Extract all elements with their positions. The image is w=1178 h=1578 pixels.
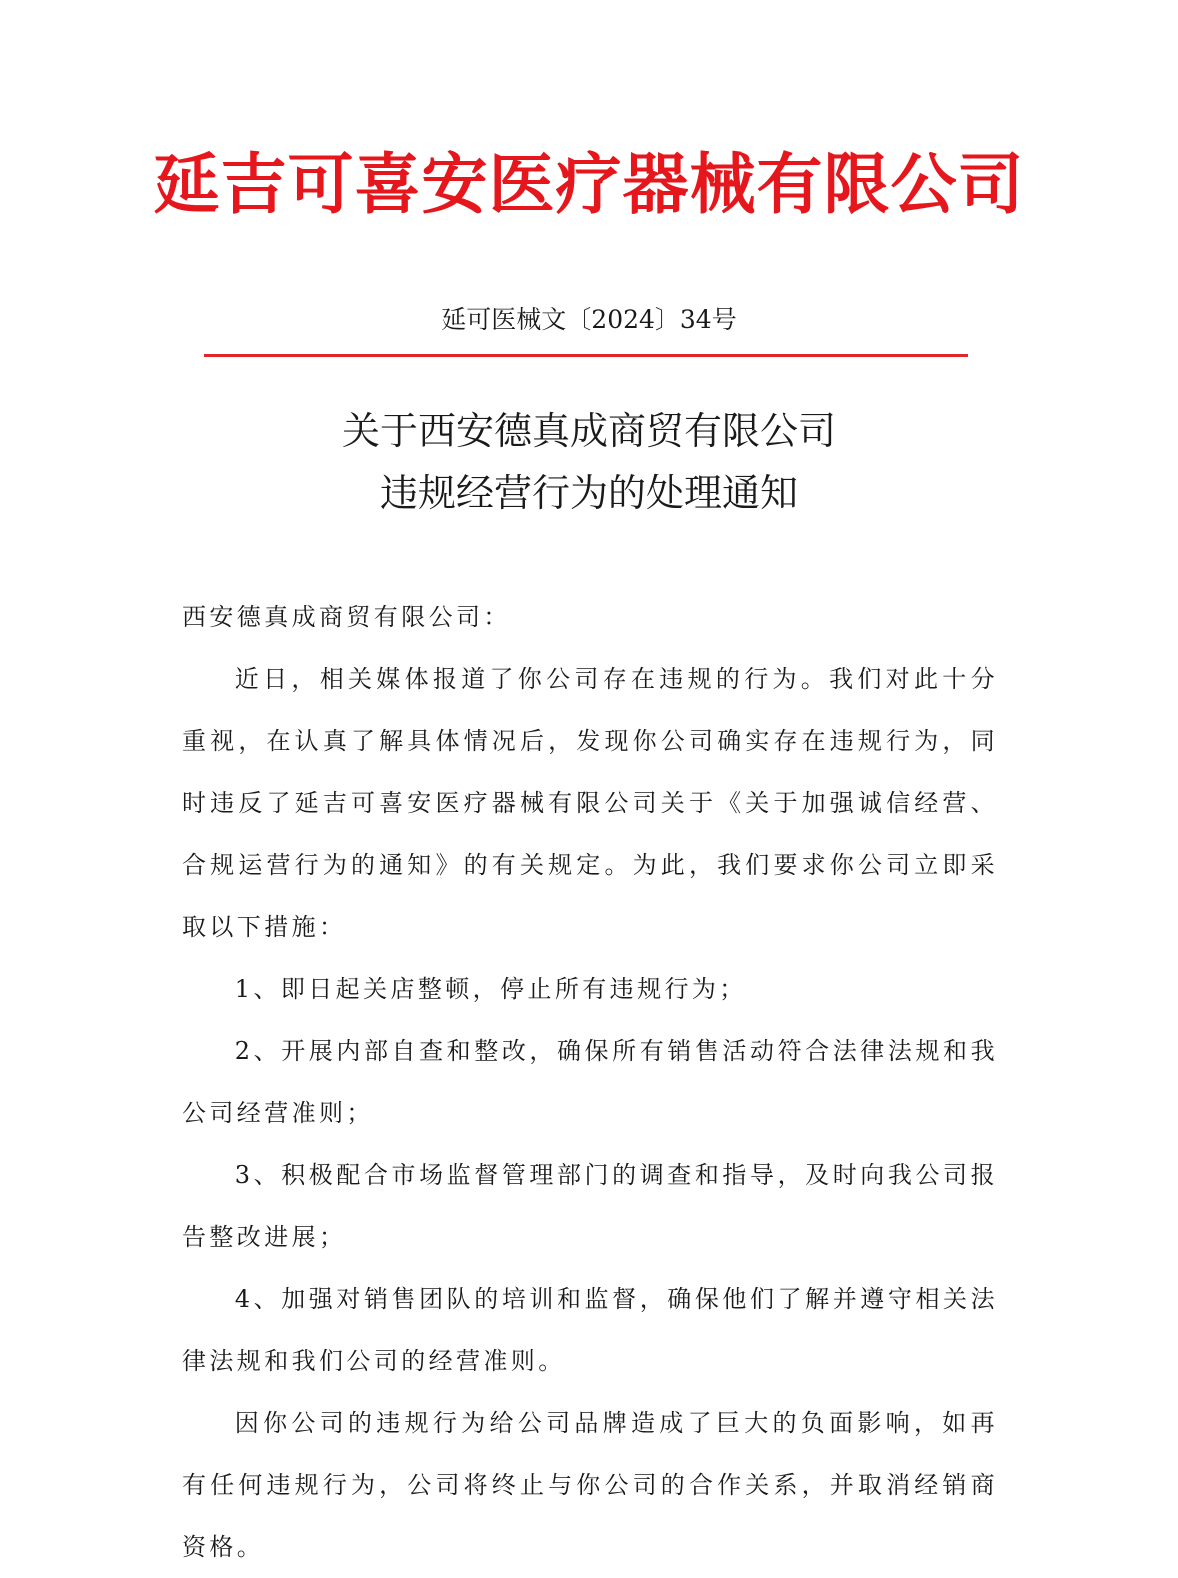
measure-item-4: 4、加强对销售团队的培训和监督，确保他们了解并遵守相关法律法规和我们公司的经营准则。 bbox=[182, 1285, 998, 1375]
notice-title-line-2: 违规经营行为的处理通知 bbox=[379, 471, 798, 515]
letterhead-company-name: 延吉可喜安医疗器械有限公司 bbox=[153, 146, 1025, 223]
measure-item-2: 2、开展内部自查和整改，确保所有销售活动符合法律法规和我公司经营准则； bbox=[182, 1037, 998, 1127]
salutation: 西安德真成商贸有限公司： bbox=[182, 603, 511, 631]
closing-paragraph: 因你公司的违规行为给公司品牌造成了巨大的负面影响，如再有任何违规行为，公司将终止与你公司的合作关系，并取消经销商资格。 bbox=[182, 1409, 998, 1561]
notice-title bbox=[0, 400, 1178, 524]
measure-item-1: 1、即日起关店整顿，停止所有违规行为； bbox=[234, 975, 747, 1003]
notice-title-line-1: 关于西安德真成商贸有限公司 bbox=[341, 409, 836, 453]
red-divider-line bbox=[204, 354, 968, 357]
notice-body bbox=[182, 586, 998, 1578]
intro-paragraph: 近日，相关媒体报道了你公司存在违规的行为。我们对此十分重视，在认真了解具体情况后，发现你公司确实存在违规行为，同时违反了延吉可喜安医疗器械有限公司关于《关于加强诚信经营、合规运营行为的通知》的有关规定。为此，我们要求你公司立即采取以下措施： bbox=[182, 665, 998, 941]
document-number: 延可医械文〔2024〕34号 bbox=[441, 305, 737, 334]
measure-item-3: 3、积极配合市场监督管理部门的调查和指导，及时向我公司报告整改进展； bbox=[182, 1161, 998, 1251]
